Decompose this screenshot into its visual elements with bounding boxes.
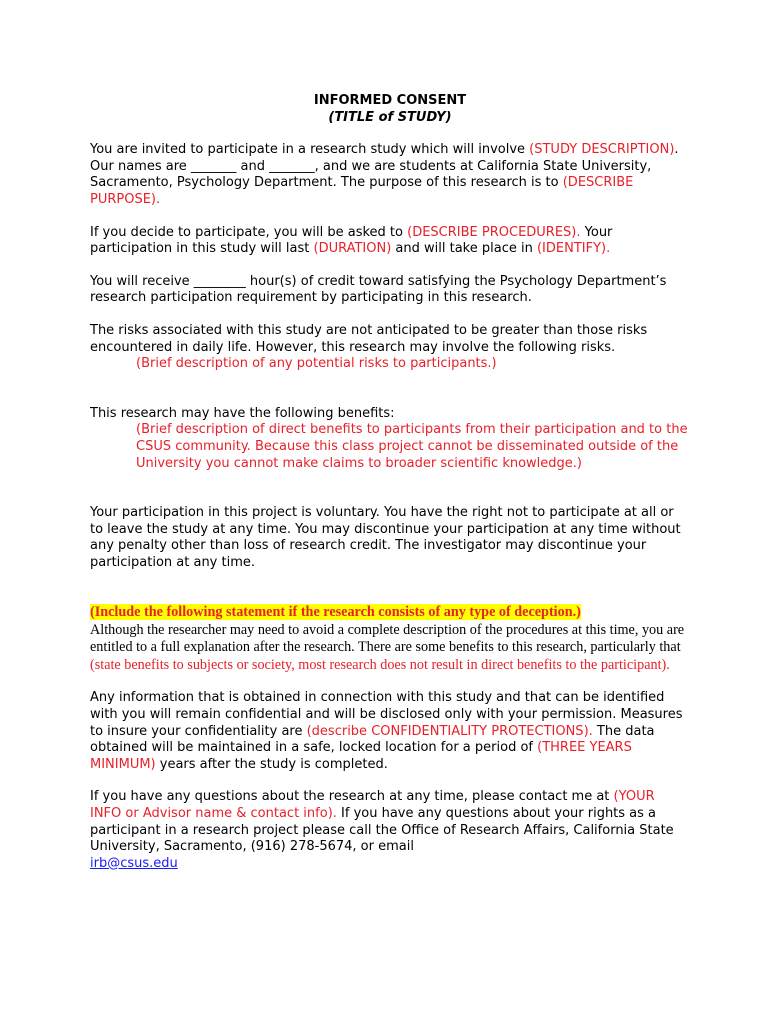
document-title: INFORMED CONSENT (313, 93, 467, 108)
text: Any information that is obtained in connection with this study and that can be identified with you will remain confidential and will be disclosed only with your permission. Measures to insure your confidentiality are (90, 690, 683, 739)
irb-email-link[interactable]: irb@csus.edu (90, 855, 178, 871)
placeholder-retention: (THREE YEARS MINIMUM) (90, 740, 632, 772)
text: Your participation in this study will last (90, 224, 613, 257)
paragraph-benefits (90, 406, 690, 472)
text: years after the study is completed. (155, 756, 388, 772)
paragraph-confidentiality (90, 690, 690, 773)
paragraph-invitation (90, 142, 690, 208)
placeholder-confidentiality: (describe CONFIDENTIALITY PROTECTIONS). (306, 723, 593, 739)
text: The data obtained will be maintained in a safe, locked location for a period of (90, 723, 655, 756)
placeholder-procedures: (DESCRIBE PROCEDURES). (407, 224, 581, 240)
paragraph-deception (90, 604, 690, 674)
deception-instruction: (Include the following statement if the research consists of any type of deception.) (90, 604, 581, 621)
text: This research may have the following benefits: (90, 405, 395, 421)
placeholder-location: (IDENTIFY). (536, 241, 611, 257)
paragraph-contact (90, 789, 690, 872)
paragraph-voluntary: Your participation in this project is voluntary. You have the right not to participate at all or to leave the study at any time. You may discontinue your participation at any time without any penalty other than loss of research credit. The investigator may discontinue your participation at any time. (90, 505, 681, 570)
placeholder-study-description: (STUDY DESCRIPTION) (529, 142, 675, 158)
text: and will take place in (391, 241, 537, 257)
placeholder-benefits: (Brief description of direct benefits to participants from their participation and to the CSUS community. Because this class project cannot be disseminated outside of the University you cannot make claims to broader scientific knowledge.) (136, 422, 688, 471)
text: If you have any questions about your rights as a participant in a research project please call the Office of Research Affairs, California State University, Sacramento, (916) 278-5674, or email (90, 806, 674, 855)
paragraph-credit: You will receive ________ hour(s) of credit toward satisfying the Psychology Department’s research participation requirement by participating in this research. (90, 273, 667, 306)
paragraph-risks (90, 323, 690, 373)
consent-document (90, 93, 690, 888)
text: If you decide to participate, you will be asked to (90, 224, 408, 240)
text: You are invited to participate in a research study which will involve (90, 142, 530, 158)
document-subtitle: (TITLE of STUDY) (328, 109, 452, 125)
text: If you have any questions about the research at any time, please contact me at (90, 789, 614, 805)
text: The risks associated with this study are not anticipated to be greater than those risks encountered in daily life. However, this research may involve the following risks. (90, 322, 648, 355)
text: Although the researcher may need to avoid a complete description of the procedures at this time, you are entitled to a full explanation after the research. There are some benefits to this research, particularly that (90, 621, 685, 656)
placeholder-duration: (DURATION) (313, 241, 392, 257)
text: . Our names are _______ and _______, and we are students at California State University, Sacramento, Psychology Department. The purpose of this research is to (90, 142, 679, 191)
paragraph-procedures (90, 225, 690, 258)
placeholder-risks: (Brief description of any potential risks to participants.) (136, 356, 497, 372)
placeholder-contact-info: (YOUR INFO or Advisor name & contact info). (90, 789, 655, 822)
placeholder-deception-benefits: (state benefits to subjects or society, most research does not result in direct benefits to the participant). (90, 656, 670, 673)
placeholder-purpose: (DESCRIBE PURPOSE). (90, 175, 634, 207)
